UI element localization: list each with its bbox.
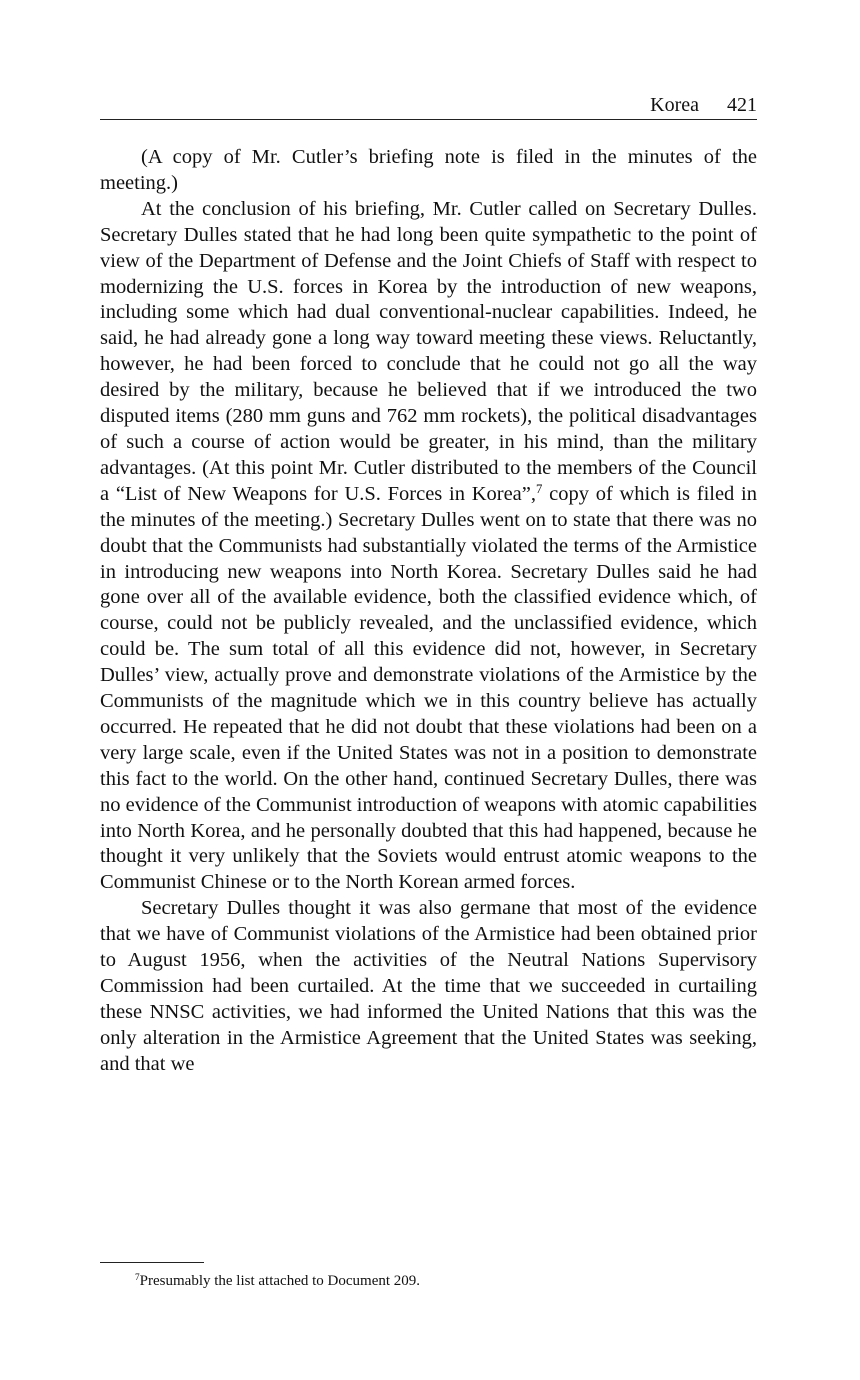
paragraph-1: (A copy of Mr. Cutler’s briefing note is filed in the minutes of the meeting.) <box>100 146 757 194</box>
footnote-rule <box>100 1262 204 1263</box>
footnote-reference: 7 <box>536 481 543 496</box>
footnote-marker: 7 <box>135 1272 140 1283</box>
running-header <box>100 92 757 118</box>
paragraph-2-text-end: copy of which is filed in the minutes of the meeting.) Secretary Dulles went on to state that there was no doubt that the Communists had substantially violated the terms of the Armistice in introducing new weapons into North Korea. Secretary Dulles said he had gone over all of the available evidence, both the classified evidence which, of course, could not be publicly revealed, and the unclassified evidence, which could be. The sum total of all this evidence did not, however, in Secretary Dulles’ view, actually prove and demonstrate violations of the Armistice by the Communists of the magnitude which we in this country believe has actually occurred. He repeated that he did not doubt that these violations had been on a very large scale, even if the United States was not in a position to demonstrate this fact to the world. On the other hand, continued Secretary Dulles, there was no evidence of the Communist introduction of weapons with atomic capabilities into North Korea, and he personally doubted that this had happened, because he thought it very unlikely that the Soviets would entrust atomic weapons to the Communist Chinese or to the North Korean armed forces. <box>100 482 757 894</box>
section-title: Korea <box>650 94 699 116</box>
footnote <box>135 1270 755 1292</box>
body-text <box>100 145 757 1078</box>
header-rule <box>100 119 757 120</box>
paragraph-3: Secretary Dulles thought it was also germane that most of the evidence that we have of Communist violations of the Armistice had been obtained prior to August 1956, when the activities of the Neutral Nations Supervisory Commission had been curtailed. At the time that we succeeded in curtailing these NNSC activities, we had informed the United Nations that this was the only alteration in the Armistice Agreement that the United States was seeking, and that we <box>100 897 757 1075</box>
page-number: 421 <box>727 94 757 116</box>
paragraph-2 <box>100 197 757 896</box>
paragraph-2-text-start: At the conclusion of his briefing, Mr. Cutler called on Secretary Dulles. Secretary Dulles stated that he had long been quite sympathetic to the point of view of the Department of Defense and the Joint Chiefs of Staff with respect to modernizing the U.S. forces in Korea by the introduction of new weapons, including some which had dual conventional-nuclear capabilities. Indeed, he said, he had already gone a long way toward meeting these views. Reluctantly, however, he had been forced to conclude that he could not go all the way desired by the military, because he believed that if we introduced the two disputed items (280 mm guns and 762 mm rockets), the political disadvantages of such a course of action would be greater, in his mind, than the military advantages. (At this point Mr. Cutler distributed to the members of the Council a “List of New Weapons for U.S. Forces in Korea”, <box>100 197 757 505</box>
footnote-text: Presumably the list attached to Document 209. <box>139 1273 421 1289</box>
